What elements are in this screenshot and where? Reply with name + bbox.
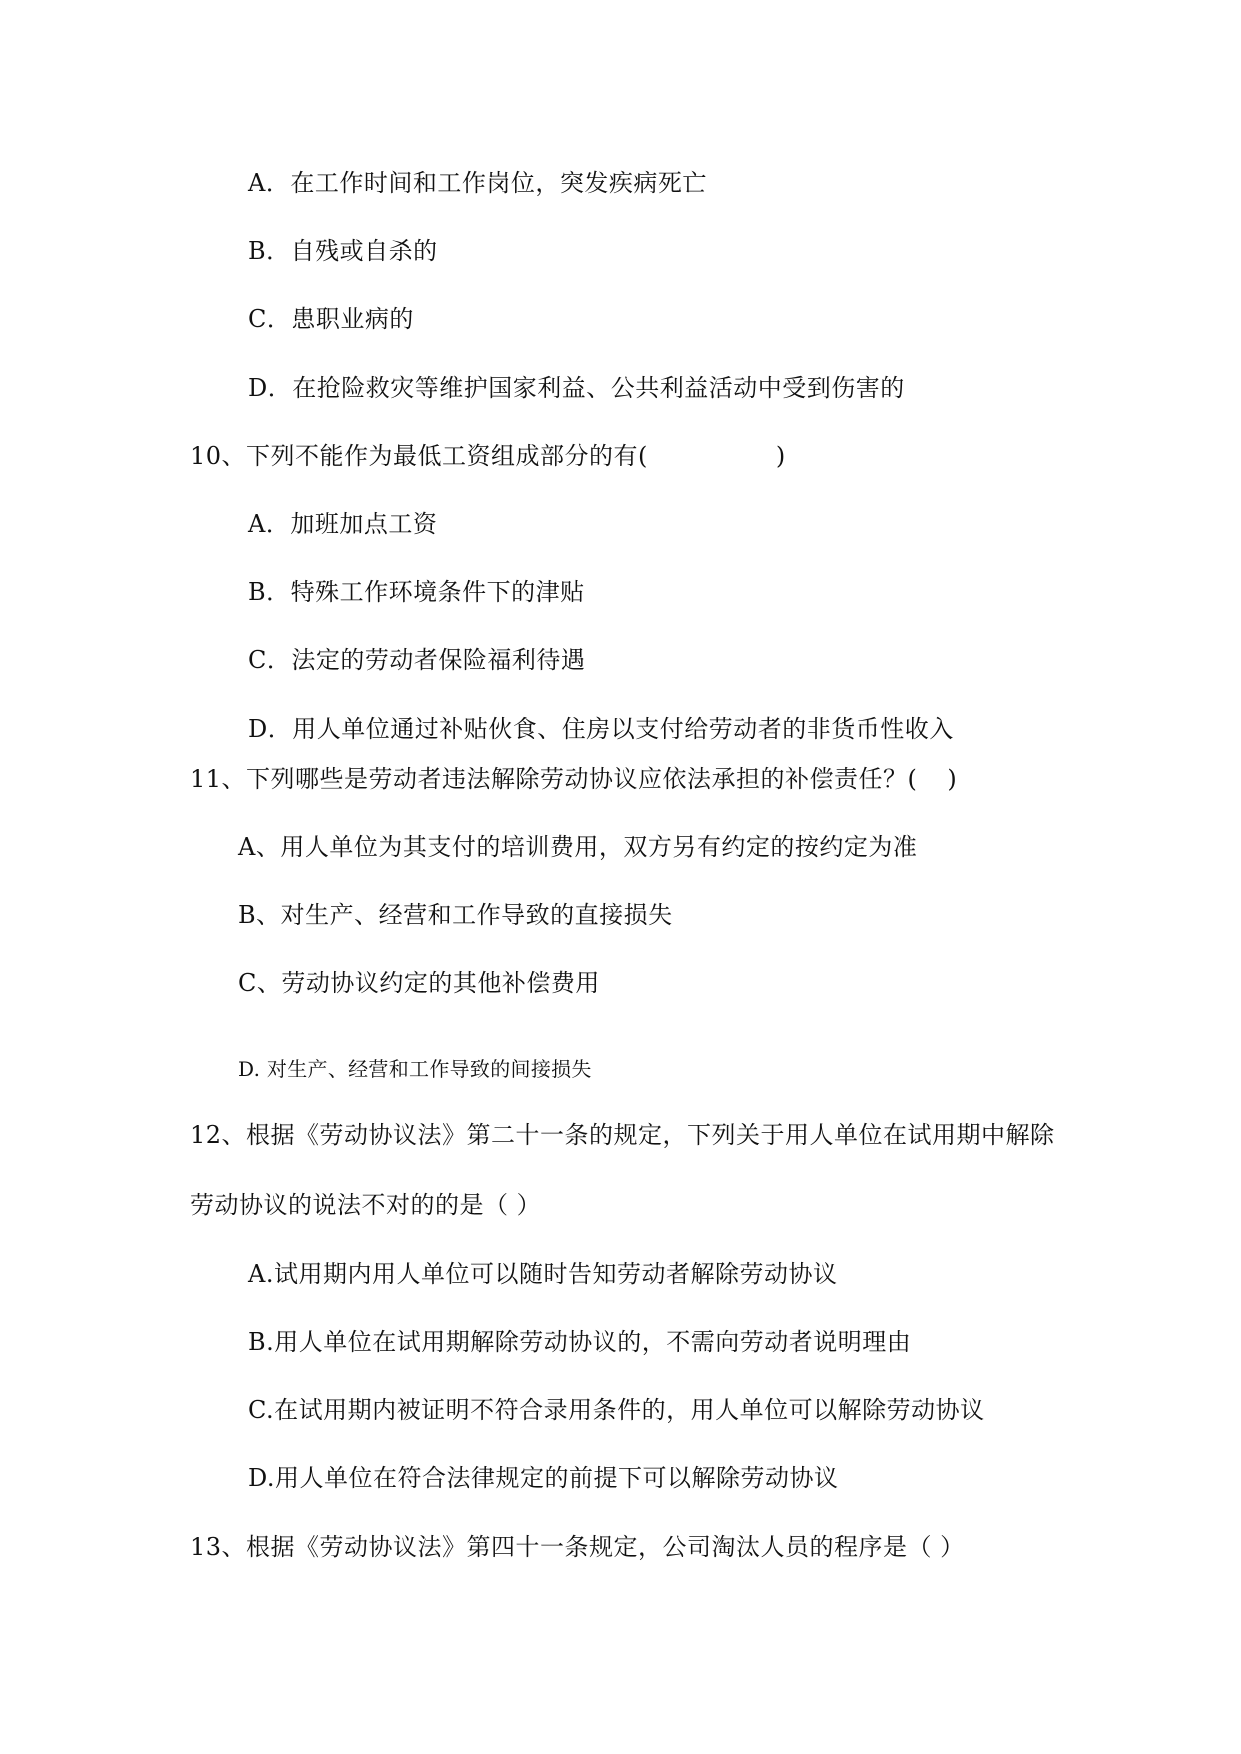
q13-stem: 13、根据《劳动协议法》第四十一条规定，公司淘汰人员的程序是（ ） <box>190 1533 965 1561</box>
q10-stem: 10、下列不能作为最低工资组成部分的有( <box>190 442 648 470</box>
q10-stem-row <box>190 441 786 471</box>
q12-option-d: D.用人单位在符合法律规定的前提下可以解除劳动协议 <box>248 1464 839 1492</box>
q12-stem-line2: 劳动协议的说法不对的的是（ ） <box>190 1191 542 1219</box>
q11-option-c: C、劳动协议约定的其他补偿费用 <box>238 969 600 997</box>
q12-option-a: A.试用期内用人单位可以随时告知劳动者解除劳动协议 <box>248 1260 838 1288</box>
q12-option-c: C.在试用期内被证明不符合录用条件的，用人单位可以解除劳动协议 <box>248 1396 985 1424</box>
q9-option-c: C．患职业病的 <box>248 305 414 333</box>
q11-option-b: B、对生产、经营和工作导致的直接损失 <box>238 901 673 929</box>
q11-stem-row <box>190 764 957 794</box>
q11-option-a: A、用人单位为其支付的培训费用，双方另有约定的按约定为准 <box>238 833 918 861</box>
q10-option-b: B．特殊工作环境条件下的津贴 <box>248 578 585 606</box>
q11-option-d: D. 对生产、经营和工作导致的间接损失 <box>238 1057 592 1081</box>
q12-stem-line1: 12、根据《劳动协议法》第二十一条的规定，下列关于用人单位在试用期中解除 <box>190 1121 1055 1149</box>
q11-close-paren: ) <box>947 765 958 793</box>
q10-option-a: A．加班加点工资 <box>248 510 438 538</box>
q9-option-b: B．自残或自杀的 <box>248 237 438 265</box>
q9-option-a: A．在工作时间和工作岗位，突发疾病死亡 <box>248 169 707 197</box>
q10-option-d: D．用人单位通过补贴伙食、住房以支付给劳动者的非货币性收入 <box>248 715 954 743</box>
q9-option-d: D．在抢险救灾等维护国家利益、公共利益活动中受到伤害的 <box>248 374 905 402</box>
q12-option-b: B.用人单位在试用期解除劳动协议的，不需向劳动者说明理由 <box>248 1328 912 1356</box>
q10-option-c: C．法定的劳动者保险福利待遇 <box>248 646 586 674</box>
q11-stem: 11、下列哪些是劳动者违法解除劳动协议应依法承担的补偿责任？( <box>190 765 918 793</box>
q10-close-paren: ) <box>775 442 786 470</box>
